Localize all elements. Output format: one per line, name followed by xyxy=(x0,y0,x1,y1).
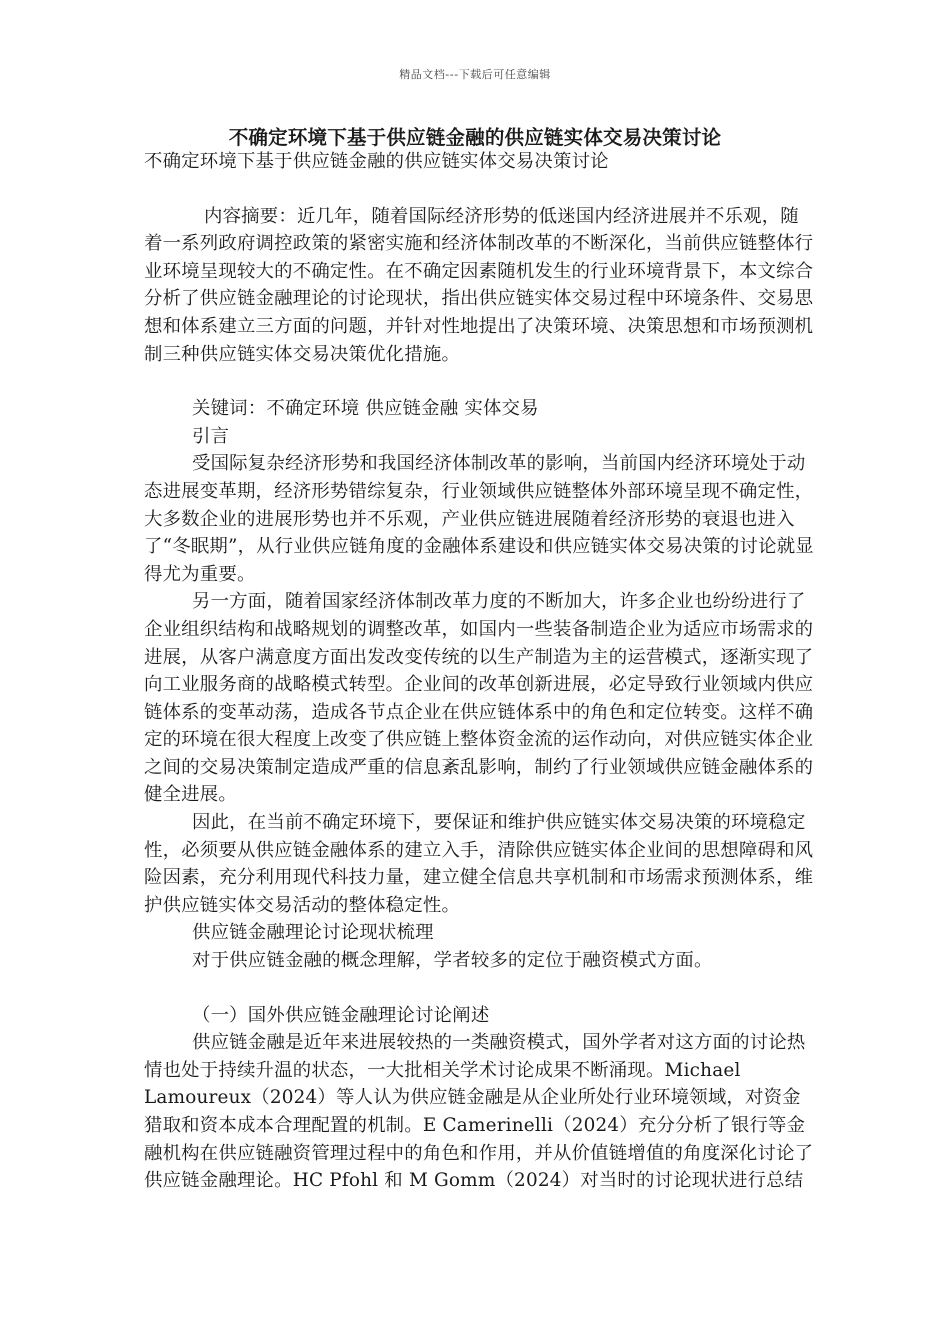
abstract-paragraph: 内容摘要：近几年，随着国际经济形势的低迷国内经济进展并不乐观，随着一系列政府调控政策的紧密实施和经济体制改革的不断深化，当前供应链整体行业环境呈现较大的不确定性。在不确定因素随机发生的行业环境背景下，本文综合分析了供应链金融理论的讨论现状，指出供应链实体交易过程中环境条件、交易思想和体系建立三方面的问题，并针对性地提出了决策环境、决策思想和市场预测机制三种供应链实体交易决策优化措施。 xyxy=(144,205,814,365)
section-heading: 供应链金融理论讨论现状梳理 xyxy=(192,922,434,944)
body-paragraph: 受国际复杂经济形势和我国经济体制改革的影响，当前国内经济环境处于动态进展变革期，经济形势错综复杂，行业领域供应链整体外部环境呈现不确定性，大多数企业的进展形势也并不乐观，产业供应链进展随着经济形势的衰退也进入了“冬眠期”，从行业供应链角度的金融体系建设和供应链实体交易决策的讨论就显得尤为重要。 xyxy=(144,453,814,585)
keywords-line: 关键词：不确定环境 供应链金融 实体交易 xyxy=(192,398,539,420)
header-note: 精品文档---下载后可任意编辑 xyxy=(399,68,551,81)
body-paragraph: 另一方面，随着国家经济体制改革力度的不断加大，许多企业也纷纷进行了企业组织结构和战略规划的调整改革，如国内一些装备制造企业为适应市场需求的进展，从客户满意度方面出发改变传统的以生产制造为主的运营模式，逐渐实现了向工业服务商的战略模式转型。企业间的改革创新进展，必定导致行业领域内供应链体系的变革动荡，造成各节点企业在供应链体系中的角色和定位转变。这样不确定的环境在很大程度上改变了供应链上整体资金流的运作动向，对供应链实体企业之间的交易决策制定造成严重的信息紊乱影响，制约了行业领域供应链金融体系的健全进展。 xyxy=(144,591,814,806)
spacer xyxy=(144,368,814,395)
body-paragraph: 因此，在当前不确定环境下，要保证和维护供应链实体交易决策的环境稳定性，必须要从供应链金融体系的建立入手，清除供应链实体企业间的思想障碍和风险因素，充分利用现代科技力量，建立健全信息共享机制和市场需求预测体系，维护供应链实体交易活动的整体稳定性。 xyxy=(144,812,814,916)
document-body xyxy=(144,148,814,1195)
spacer xyxy=(144,176,814,203)
title-plain: 不确定环境下基于供应链金融的供应链实体交易决策讨论 xyxy=(144,151,609,172)
intro-heading: 引言 xyxy=(192,425,230,447)
body-paragraph: 对于供应链金融的概念理解，学者较多的定位于融资模式方面。 xyxy=(192,950,713,972)
subsection-heading: （一）国外供应链金融理论讨论阐述 xyxy=(192,1004,490,1026)
body-paragraph: 供应链金融是近年来进展较热的一类融资模式，国外学者对这方面的讨论热情也处于持续升温的状态，一大批相关学术讨论成果不断涌现。Michael Lamoureux（2024）等人认为供应链金融是从企业所处行业环境领域，对资金猎取和资本成本合理配置的机制。E Camerinelli（2024）充分分析了银行等金融机构在供应链融资管理过程中的角色和作用，并从价值链增值的角度深化讨论了供应链金融理论。HC Pfohl 和 M Gomm（2024）对当时的讨论现状进行总结 xyxy=(144,1032,814,1192)
spacer xyxy=(144,975,814,1002)
page-title: 不确定环境下基于供应链金融的供应链实体交易决策讨论 xyxy=(228,126,722,149)
